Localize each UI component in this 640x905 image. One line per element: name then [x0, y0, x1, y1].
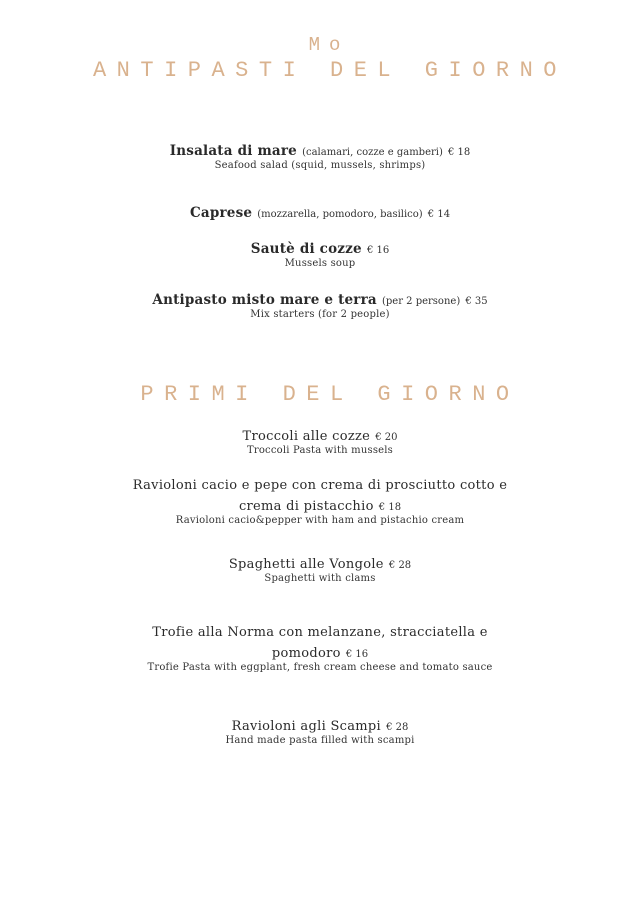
menu-item [0, 715, 640, 746]
menu-item [0, 425, 640, 456]
menu-item [0, 202, 640, 221]
menu-item [0, 625, 640, 673]
menu-item [0, 289, 640, 320]
dish-name: Trofie alla Norma con melanzane, stracciatella e [152, 625, 488, 640]
dish-name: Sautè di cozze [250, 241, 362, 257]
menu-item [0, 238, 640, 269]
primi-section-title: PRIMI DEL GIORNO [140, 382, 520, 407]
dish-price: € 18 [378, 502, 402, 513]
dish-translation: Mix starters (for 2 people) [250, 309, 390, 320]
dish-translation: Troccoli Pasta with mussels [246, 445, 394, 456]
dish-price: € 20 [375, 432, 398, 443]
dish-translation: Spaghetti with clams [264, 573, 376, 584]
dish-name: Caprese [189, 205, 253, 221]
dish-name: Antipasto misto mare e terra [152, 292, 377, 308]
dish-price: € 28 [386, 722, 409, 733]
menu-item [0, 553, 640, 584]
menu-item [0, 140, 640, 171]
dish-ingredients: (mozzarella, pomodoro, basilico) [257, 209, 423, 220]
dish-translation: Seafood salad (squid, mussels, shrimps) [214, 160, 426, 171]
dish-price: € 16 [345, 649, 369, 660]
dish-translation: Hand made pasta filled with scampi [225, 735, 415, 746]
dish-translation: Mussels soup [284, 258, 356, 269]
dish-translation: Ravioloni cacio&pepper with ham and pistachio cream [175, 515, 465, 526]
dish-price: € 35 [465, 296, 488, 307]
dish-name: Troccoli alle cozze [242, 429, 371, 444]
restaurant-logo: Mo [308, 34, 350, 56]
dish-price: € 18 [447, 147, 471, 158]
dish-price: € 28 [388, 560, 412, 571]
dish-translation: Trofie Pasta with eggplant, fresh cream cheese and tomato sauce [147, 662, 493, 673]
dish-name: Insalata di mare [169, 143, 297, 159]
dish-ingredients: (per 2 persone) [381, 296, 461, 307]
dish-name-continued: crema di pistacchio [238, 499, 374, 514]
antipasti-section-title: ANTIPASTI DEL GIORNO [92, 58, 568, 83]
dish-ingredients: (calamari, cozze e gamberi) [302, 147, 443, 158]
dish-name: Ravioloni cacio e pepe con crema di prosciutto cotto e [132, 478, 508, 493]
dish-price: € 16 [366, 245, 390, 256]
dish-name: Spaghetti alle Vongole [228, 557, 384, 572]
dish-price: € 14 [427, 209, 451, 220]
dish-name-continued: pomodoro [271, 646, 341, 661]
menu-item [0, 478, 640, 526]
dish-name: Ravioloni agli Scampi [231, 719, 382, 734]
